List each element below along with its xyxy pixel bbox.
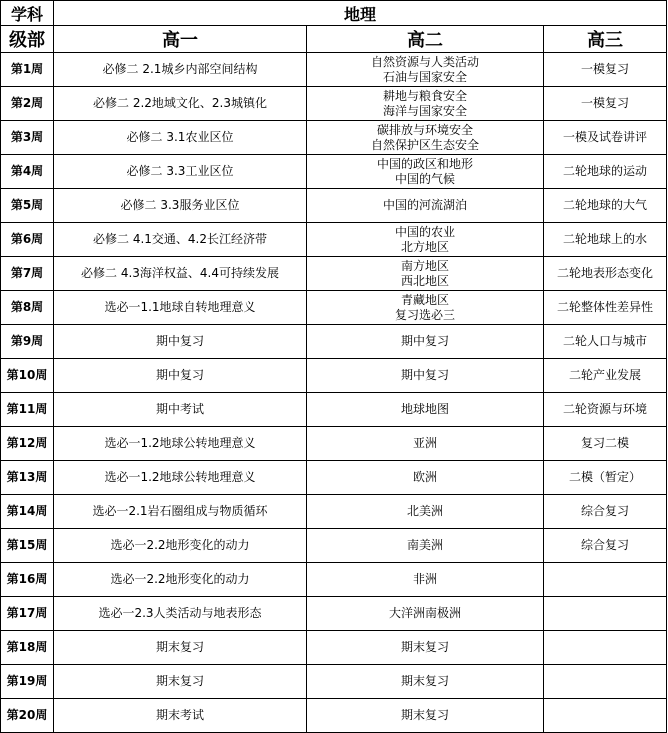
grade2-cell [307,631,544,665]
table-row [1,325,667,359]
grade2-cell [307,427,544,461]
table-row [1,291,667,325]
table-row [1,359,667,393]
grade2-line: 青藏地区 [400,292,449,307]
grade3-cell [544,699,667,733]
grade2-line: 中国的政区和地形 [376,156,473,171]
grade3-cell: 二轮地球的大气 [544,189,667,223]
week-cell: 第7周 [1,257,54,291]
grade1-cell: 选必一1.2地球公转地理意义 [54,427,307,461]
grade3-cell [544,631,667,665]
grade3-cell: 二轮地球的运动 [544,155,667,189]
grade2-line: 大洋洲南极洲 [388,606,461,620]
grade2-line: 地球地图 [400,402,449,416]
grade2-line: 耕地与粮食安全 [382,88,467,103]
grade-label: 级部 [1,26,54,53]
week-cell: 第8周 [1,291,54,325]
table-row [1,87,667,121]
week-cell: 第16周 [1,563,54,597]
grade2-line: 非洲 [412,572,437,586]
table-row [1,461,667,495]
grade3-cell [544,563,667,597]
table-row [1,427,667,461]
grade1-cell: 期末复习 [54,665,307,699]
grade2-line: 中国的农业 [394,224,455,239]
grade2-cell [307,495,544,529]
grade2-cell [307,461,544,495]
grade1-cell: 期中复习 [54,359,307,393]
week-cell: 第15周 [1,529,54,563]
table-row [1,597,667,631]
grade2-line: 亚洲 [412,436,437,450]
grade2-cell [307,223,544,257]
table-row [1,189,667,223]
grade2-cell [307,121,544,155]
table-row [1,53,667,87]
week-cell: 第11周 [1,393,54,427]
grade-header-3: 高三 [544,26,667,53]
week-cell: 第17周 [1,597,54,631]
grade2-line: 北美洲 [406,504,443,518]
grade3-cell: 二模（暂定） [544,461,667,495]
table-row [1,665,667,699]
table-row [1,223,667,257]
grade2-line: 中国的气候 [394,171,455,186]
grade2-cell [307,665,544,699]
week-cell: 第1周 [1,53,54,87]
subject-header-row [1,1,667,26]
grade2-line: 期末复习 [400,674,449,688]
week-cell: 第20周 [1,699,54,733]
week-cell: 第13周 [1,461,54,495]
grade2-cell [307,393,544,427]
grade2-line: 期中复习 [400,368,449,382]
grade2-cell [307,87,544,121]
grade2-line: 南方地区 [400,258,449,273]
grade2-cell [307,597,544,631]
grade2-cell [307,155,544,189]
week-cell: 第2周 [1,87,54,121]
grade3-cell: 一模复习 [544,87,667,121]
grade3-cell: 二轮地表形态变化 [544,257,667,291]
schedule-body [1,1,667,733]
grade2-line: 北方地区 [400,239,449,254]
table-row [1,257,667,291]
grade-header-1: 高一 [54,26,307,53]
grade1-cell: 选必一2.2地形变化的动力 [54,563,307,597]
table-row [1,563,667,597]
grade2-line: 期末复习 [400,640,449,654]
week-cell: 第9周 [1,325,54,359]
grade1-cell: 选必一1.2地球公转地理意义 [54,461,307,495]
grade2-cell [307,189,544,223]
grade2-line: 海洋与国家安全 [382,103,467,118]
grade3-cell: 二轮人口与城市 [544,325,667,359]
grade1-cell: 选必一2.1岩石圈组成与物质循环 [54,495,307,529]
subject-value: 地理 [54,1,667,26]
grade1-cell: 选必一2.3人类活动与地表形态 [54,597,307,631]
table-row [1,495,667,529]
grade2-cell [307,699,544,733]
grade1-cell: 必修二 4.1交通、4.2长江经济带 [54,223,307,257]
week-cell: 第19周 [1,665,54,699]
grade2-cell [307,529,544,563]
table-row [1,121,667,155]
grade1-cell: 期中复习 [54,325,307,359]
subject-label: 学科 [1,1,54,26]
grade1-cell: 选必一1.1地球自转地理意义 [54,291,307,325]
grade2-line: 石油与国家安全 [382,69,467,84]
week-cell: 第3周 [1,121,54,155]
grade3-cell: 一模复习 [544,53,667,87]
grade2-line: 中国的河流湖泊 [382,198,467,212]
grade3-cell: 二轮资源与环境 [544,393,667,427]
grade2-cell [307,257,544,291]
grade2-line: 西北地区 [400,273,449,288]
week-cell: 第12周 [1,427,54,461]
grade1-cell: 期末复习 [54,631,307,665]
table-row [1,699,667,733]
grade1-cell: 必修二 3.3工业区位 [54,155,307,189]
grade2-cell [307,563,544,597]
grade-header-2: 高二 [307,26,544,53]
grade2-line: 期中复习 [400,334,449,348]
table-row [1,155,667,189]
grade3-cell [544,597,667,631]
grade3-cell: 综合复习 [544,495,667,529]
week-cell: 第10周 [1,359,54,393]
grade3-cell: 二轮产业发展 [544,359,667,393]
table-row [1,631,667,665]
grade3-cell [544,665,667,699]
grade1-cell: 必修二 3.1农业区位 [54,121,307,155]
grade1-cell: 期末考试 [54,699,307,733]
grade2-cell [307,325,544,359]
grade-header-row [1,26,667,53]
grade3-cell: 综合复习 [544,529,667,563]
grade1-cell: 必修二 3.3服务业区位 [54,189,307,223]
grade2-line: 欧洲 [412,470,437,484]
grade2-line: 复习选必三 [394,307,455,322]
grade3-cell: 二轮整体性差异性 [544,291,667,325]
grade2-line: 自然资源与人类活动 [370,54,479,69]
grade1-cell: 必修二 2.2地域文化、2.3城镇化 [54,87,307,121]
grade2-cell [307,359,544,393]
grade2-line: 自然保护区生态安全 [370,137,479,152]
grade3-cell: 复习二模 [544,427,667,461]
table-row [1,393,667,427]
grade2-cell [307,53,544,87]
grade2-cell [307,291,544,325]
grade1-cell: 必修二 2.1城乡内部空间结构 [54,53,307,87]
grade2-line: 南美洲 [406,538,443,552]
week-cell: 第5周 [1,189,54,223]
grade2-line: 碳排放与环境安全 [376,122,473,137]
week-cell: 第18周 [1,631,54,665]
week-cell: 第4周 [1,155,54,189]
grade1-cell: 选必一2.2地形变化的动力 [54,529,307,563]
grade2-line: 期末复习 [400,708,449,722]
grade3-cell: 二轮地球上的水 [544,223,667,257]
grade3-cell: 一模及试卷讲评 [544,121,667,155]
week-cell: 第6周 [1,223,54,257]
table-row [1,529,667,563]
grade1-cell: 期中考试 [54,393,307,427]
grade1-cell: 必修二 4.3海洋权益、4.4可持续发展 [54,257,307,291]
week-cell: 第14周 [1,495,54,529]
